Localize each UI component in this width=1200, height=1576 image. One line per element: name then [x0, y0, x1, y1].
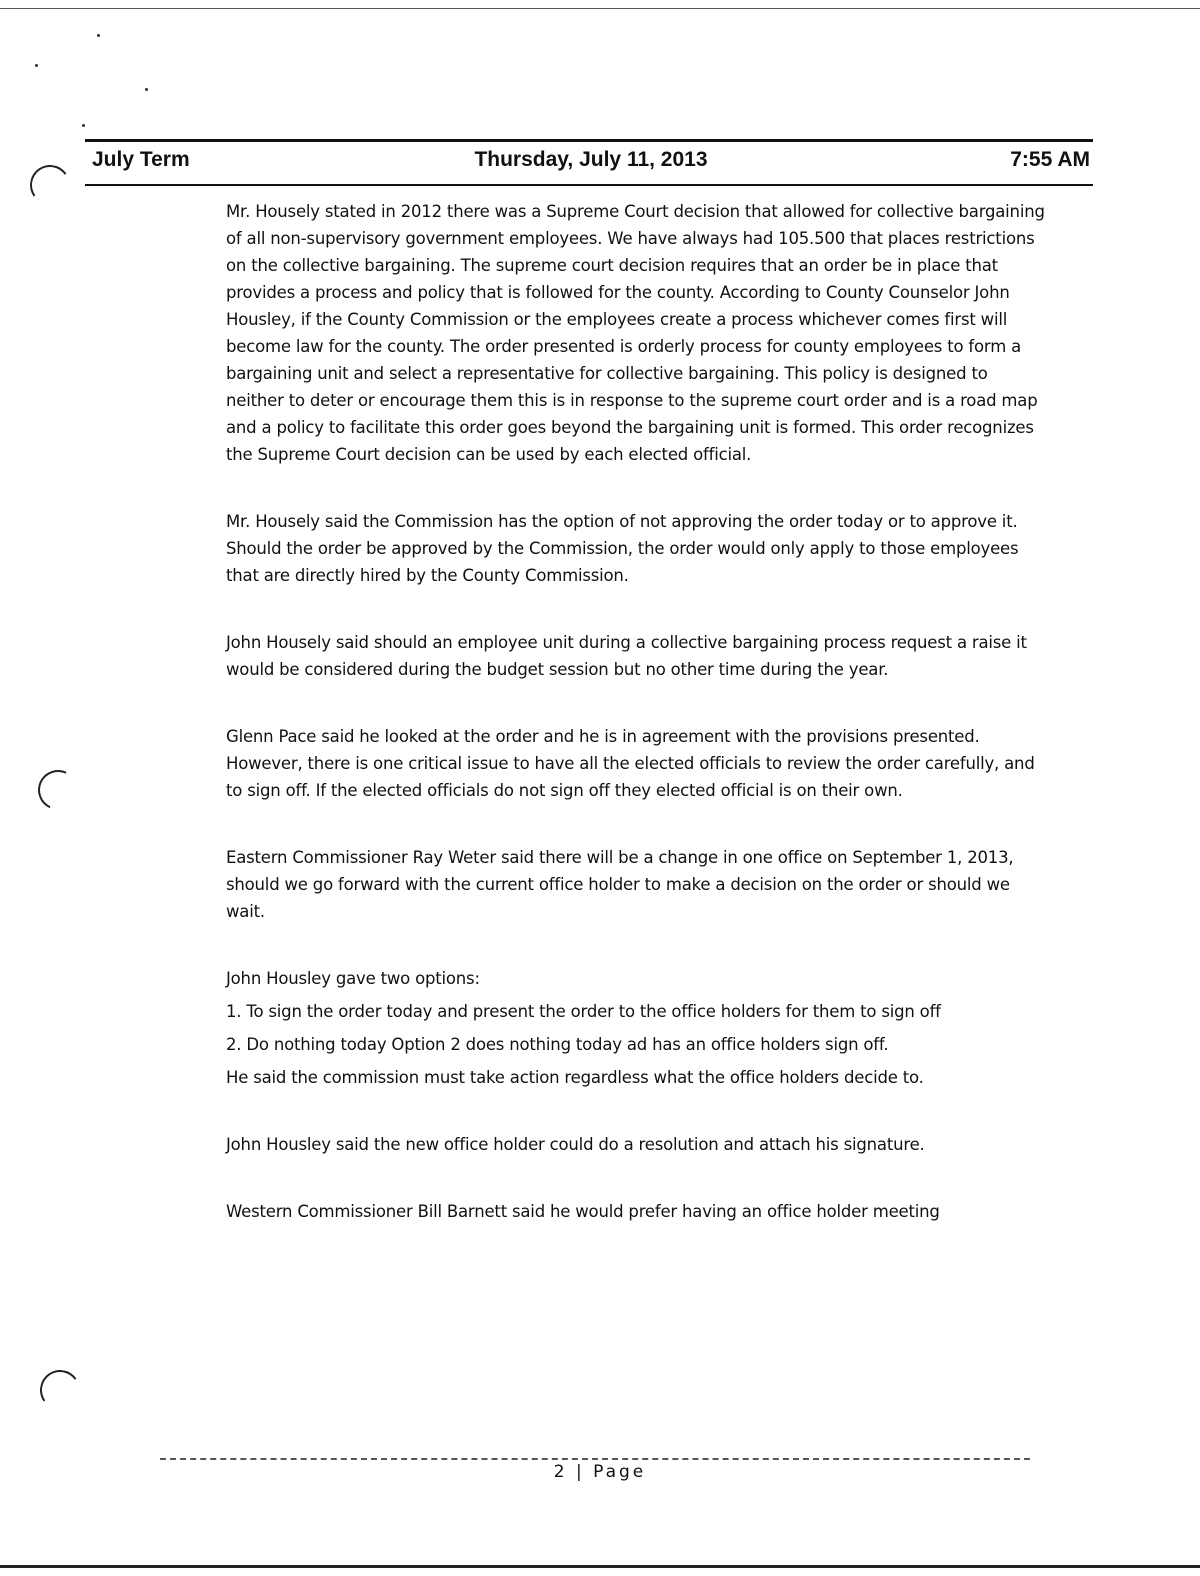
- meeting-time: 7:55 AM: [1010, 148, 1090, 171]
- paragraph: John Housely said should an employee unit during a collective bargaining process request a raise it would be considered during the budget session but no other time during the year.: [226, 633, 1027, 679]
- scan-speck: [145, 88, 148, 91]
- page-header: [92, 148, 1090, 180]
- paragraph: Glenn Pace said he looked at the order and he is in agreement with the provisions presented. However, there is one critical issue to have all the elected officials to review the order carefully, and to sign off. If the elected officials do not sign off they elected official is on their own.: [226, 727, 1035, 800]
- binder-hole-mark: [27, 162, 73, 208]
- scan-speck: [82, 124, 85, 127]
- minutes-body: [226, 198, 1046, 1225]
- term-label: July Term: [92, 148, 190, 171]
- paragraph: Mr. Housely stated in 2012 there was a Supreme Court decision that allowed for collective bargaining of all non-supervisory government employees. We have always had 105.500 that places restrictions on the collective bargaining. The supreme court decision requires that an order be in place that provides a process and policy that is followed for the county. According to County Counselor John Housley, if the County Commission or the employees create a process whichever comes first will become law for the county. The order presented is orderly process for county employees to form a bargaining unit and select a representative for collective bargaining. This policy is designed to neither to deter or encourage them this is in response to the supreme court order and is a road map and a policy to facilitate this order goes beyond the bargaining unit is formed. This order recognizes the Supreme Court decision can be used by each elected official.: [226, 202, 1045, 464]
- paragraph: Mr. Housely said the Commission has the option of not approving the order today or to approve it. Should the order be approved by the Commission, the order would only apply to those employees that are directly hired by the County Commission.: [226, 512, 1019, 585]
- meeting-date: Thursday, July 11, 2013: [474, 148, 708, 171]
- paragraph: Eastern Commissioner Ray Weter said there will be a change in one office on September 1, 2013, should we go forward with the current office holder to make a decision on the order or should we wait.: [226, 848, 1014, 921]
- option-item: 2. Do nothing today Option 2 does nothing today ad has an office holders sign off.: [226, 1035, 889, 1054]
- scan-edge-bottom: [0, 1565, 1200, 1568]
- options-intro: John Housley gave two options:: [226, 969, 480, 988]
- paragraph: Western Commissioner Bill Barnett said he would prefer having an office holder meeting: [226, 1202, 940, 1221]
- scan-edge-top: [0, 8, 1200, 9]
- header-top-rule: [85, 139, 1093, 142]
- scan-speck: [97, 34, 100, 37]
- paragraph: John Housley said the new office holder could do a resolution and attach his signature.: [226, 1135, 925, 1154]
- options-closing: He said the commission must take action regardless what the office holders decide to.: [226, 1068, 924, 1087]
- scan-speck: [35, 64, 38, 67]
- option-item: 1. To sign the order today and present the order to the office holders for them to sign off: [226, 1002, 941, 1021]
- header-bottom-rule: [85, 184, 1093, 186]
- binder-hole-mark: [32, 764, 83, 815]
- footer-rule: [160, 1458, 1030, 1460]
- binder-hole-mark: [37, 1367, 83, 1413]
- page-number: 2 | Page: [553, 1462, 647, 1482]
